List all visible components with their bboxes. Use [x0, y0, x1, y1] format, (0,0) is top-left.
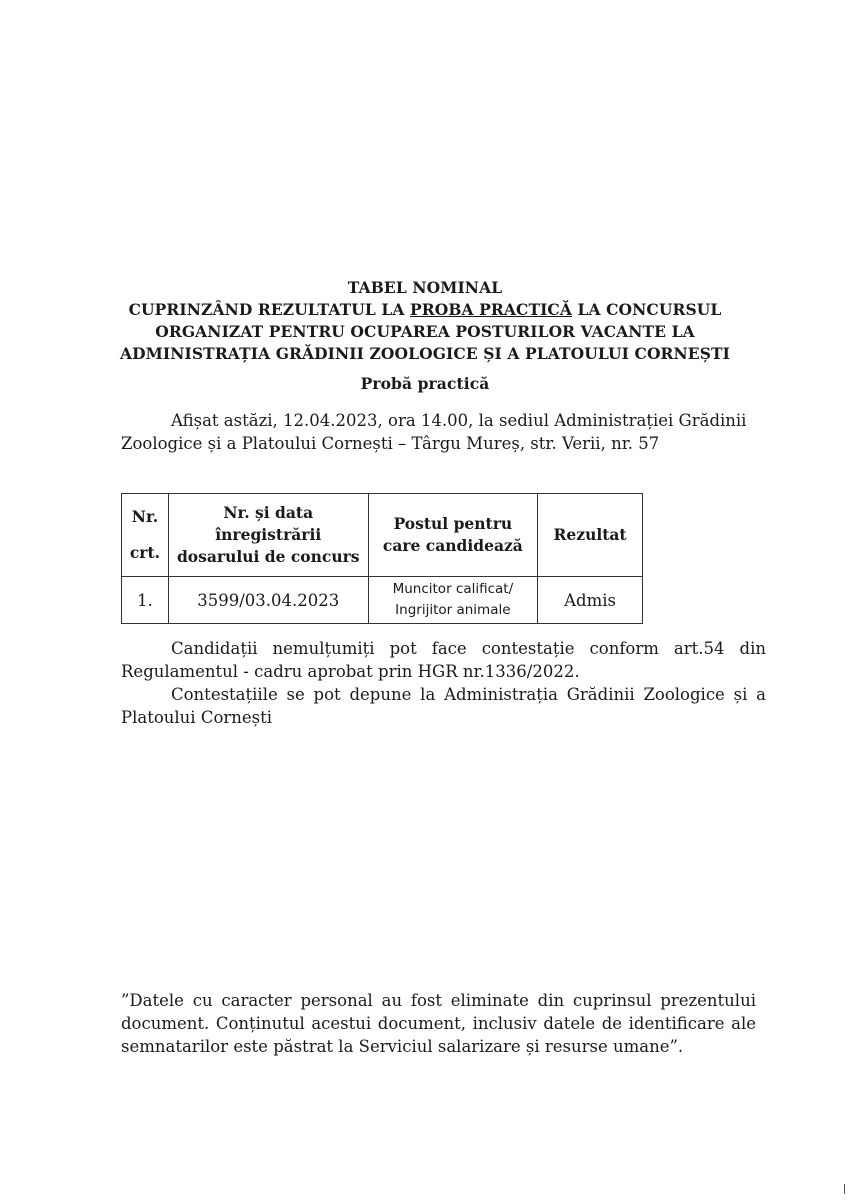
posting-line-1: Afișat astăzi, 12.04.2023, ora 14.00, la sediul Administrației Grădinii [171, 411, 747, 430]
title-line-2 [100, 299, 750, 321]
title-line-2-end: LA CONCURSUL [572, 300, 722, 319]
table-row [122, 577, 643, 624]
header-position: Postul pentru care candidează [368, 494, 538, 577]
posting-line-2: Zoologice și a Platoului Cornești – Târgu Mureș, str. Verii, nr. 57 [121, 434, 660, 453]
header-result: Rezultat [538, 494, 643, 577]
table-header-row [122, 494, 643, 577]
contestation-line-1: Candidații nemulțumiți pot face contestație conform art.54 din [171, 639, 766, 658]
document-subtitle: Probă practică [360, 374, 490, 393]
footer-line-2: document. Conținutul acestui document, inclusiv datele de identificare ale [121, 1014, 756, 1033]
data-protection-note [121, 989, 756, 1058]
title-line-4: ADMINISTRAȚIA GRĂDINII ZOOLOGICE ȘI A PLATOULUI CORNEȘTI [120, 344, 730, 363]
title-line-2-start: CUPRINZÂND REZULTATUL LA [128, 300, 410, 319]
footer-line-3: semnatarilor este păstrat la Serviciul salarizare și resurse umane”. [121, 1037, 684, 1056]
cell-result: Admis [538, 577, 643, 624]
title-proba-practica: PROBA PRACTICĂ [409, 300, 572, 319]
document-title [100, 277, 750, 365]
footer-line-1: ”Datele cu caracter personal au fost eliminate din cuprinsul prezentului [121, 991, 756, 1010]
cell-registration: 3599/03.04.2023 [168, 577, 368, 624]
contestation-line-4: Platoului Cornești [121, 708, 273, 727]
header-nr-crt: Nr. crt. [122, 494, 169, 577]
contestation-line-3: Contestațiile se pot depune la Administrația Grădinii Zoologice și a [171, 685, 766, 704]
results-table [121, 493, 643, 624]
header-registration: Nr. și data înregistrării dosarului de concurs [168, 494, 368, 577]
posting-notice [121, 409, 747, 455]
title-line-3: ORGANIZAT PENTRU OCUPAREA POSTURILOR VACANTE LA [155, 322, 695, 341]
contestation-line-2: Regulamentul - cadru aprobat prin HGR nr.1336/2022. [121, 662, 580, 681]
title-line-1: TABEL NOMINAL [347, 278, 503, 297]
scan-edge-mark [844, 1184, 845, 1194]
contestation-notice [121, 637, 766, 729]
cell-nr: 1. [122, 577, 169, 624]
cell-position: Muncitor calificat/ Ingrijitor animale [368, 577, 538, 624]
